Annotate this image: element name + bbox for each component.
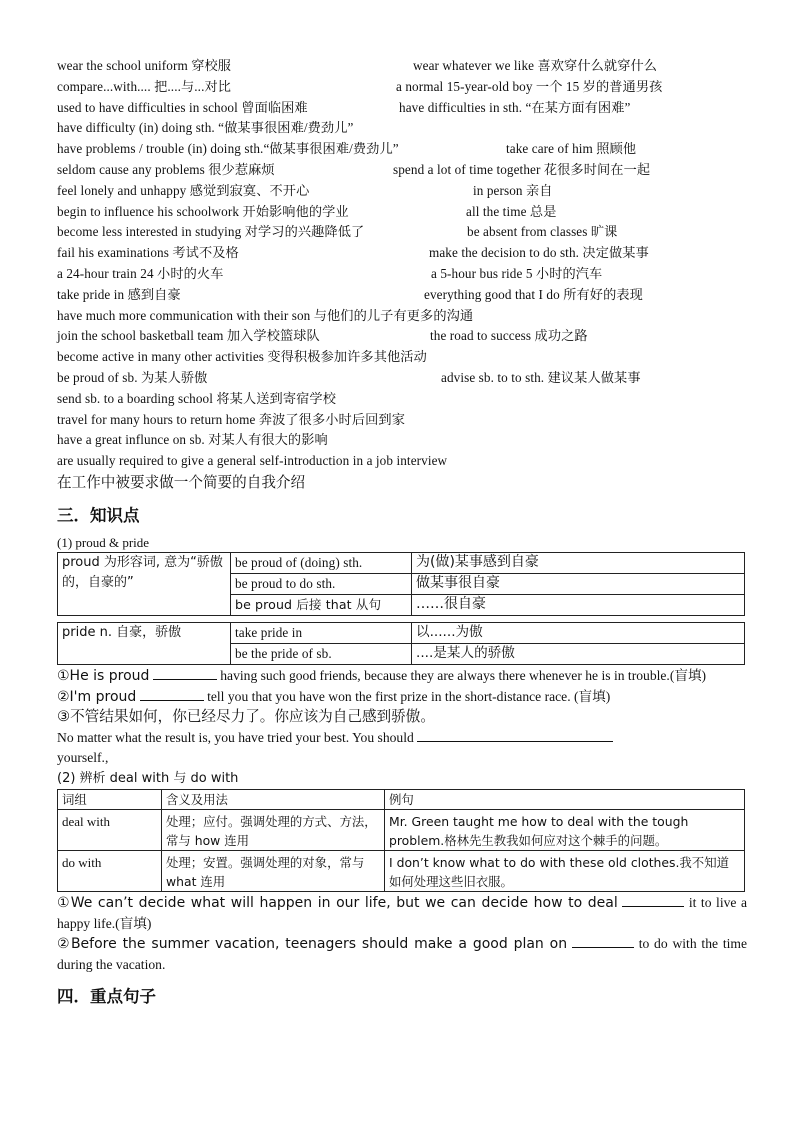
subsection-proud-pride: (1) proud & pride (57, 534, 150, 550)
proud-usage-3: be proud 后接 that 从句 (231, 594, 412, 615)
phrase-right: everything good that I do 所有好的表现 (424, 286, 643, 302)
phrase-left: take pride in 感到自豪 (57, 286, 181, 302)
phrase-right: wear whatever we like 喜欢穿什么就穿什么 (413, 58, 658, 73)
phrase-left: have difficulty (in) doing sth. “做某事很困难/费劲儿” (57, 120, 354, 136)
proud-definition: proud 为形容词, 意为“骄傲的，自豪的” (58, 552, 231, 615)
col-header-example: 例句 (385, 789, 745, 809)
phrase-left: fail his examinations 考试不及格 (57, 245, 239, 261)
phrase-list (57, 56, 747, 472)
phrase-left: seldom cause any problems 很少惹麻烦 (57, 161, 275, 177)
usage-deal-with: 处理；应付。强调处理的方式、方法，常与 how 连用 (162, 809, 385, 850)
pride-meaning-1: 以......为傲 (412, 622, 745, 643)
pride-definition: pride n. 自豪，骄傲 (58, 622, 231, 664)
phrase-row (57, 139, 747, 160)
exercise-proud-3: ③不管结果如何，你已经尽力了。你应该为自己感到骄傲。 (57, 708, 435, 726)
pride-meaning-2: ....是某人的骄傲 (412, 643, 745, 664)
proud-meaning-3: ……很自豪 (412, 594, 745, 615)
phrase-right: advise sb. to to sth. 建议某人做某事 (441, 369, 641, 385)
phrase-right: a 5-hour bus ride 5 小时的汽车 (431, 265, 603, 281)
exercise-proud-1: ①He is proud having such good friends, because they are always there whenever he is in trouble.(盲填) (57, 667, 707, 684)
phrase-row (57, 56, 747, 77)
phrase-right: be absent from classes 旷课 (467, 224, 618, 240)
example-deal-with: Mr. Green taught me how to deal with the tough problem.格林先生教我如何应对这个棘手的问题。 (385, 809, 745, 850)
phrase-left: a 24-hour train 24 小时的火车 (57, 265, 224, 281)
pride-table (57, 622, 745, 665)
phrase-row (57, 202, 747, 223)
proud-meaning-1: 为(做)某事感到自豪 (412, 552, 745, 573)
phrase-row (57, 451, 747, 472)
phrase-row (57, 222, 747, 243)
phrase-row (57, 347, 747, 368)
proud-usage-1: be proud of (doing) sth. (231, 552, 412, 573)
phrase-row (57, 181, 747, 202)
phrase-left: used to have difficulties in school 曾面临困难 (57, 99, 308, 115)
phrase-row (57, 326, 747, 347)
phrase-row (57, 306, 747, 327)
phrase-do-with: do with (58, 850, 162, 891)
phrase-row (57, 368, 747, 389)
phrase-right: spend a lot of time together 花很多时间在一起 (393, 161, 651, 177)
phrase-left: wear the school uniform 穿校服 (57, 58, 232, 73)
phrase-row (57, 243, 747, 264)
phrase-left: become active in many other activities 变得积极参加许多其他活动 (57, 349, 427, 365)
answer-blank[interactable] (417, 729, 613, 742)
phrase-left: be proud of sb. 为某人骄傲 (57, 369, 208, 385)
pride-usage-1: take pride in (231, 622, 412, 643)
phrase-right: have difficulties in sth. “在某方面有困难” (399, 99, 631, 115)
section-title-knowledge: 三．知识点 (57, 505, 140, 525)
phrase-left: travel for many hours to return home 奔波了很多小时后回到家 (57, 411, 405, 427)
exercise-proud-2: ②I'm proud tell you that you have won the first prize in the short-distance race. (盲填) (57, 688, 611, 705)
proud-table (57, 552, 745, 616)
phrase-row (57, 264, 747, 285)
exercise-proud-3-english: No matter what the result is, you have tried your best. You should yourself., (57, 728, 747, 769)
phrase-left: have a great influnce on sb. 对某人有很大的影响 (57, 432, 328, 448)
phrase-left: join the school basketball team 加入学校篮球队 (57, 328, 320, 344)
pride-usage-2: be the pride of sb. (231, 643, 412, 664)
phrase-left: compare...with.... 把....与...对比 (57, 78, 232, 94)
phrase-row (57, 160, 747, 181)
section-title-key-sentences: 四．重点句子 (57, 987, 156, 1007)
phrase-row (57, 118, 747, 139)
phrase-right: take care of him 照顾他 (506, 141, 637, 157)
phrase-left: begin to influence his schoolwork 开始影响他的学业 (57, 203, 349, 219)
col-header-usage: 含义及用法 (162, 789, 385, 809)
exercise-deal-2: ②Before the summer vacation, teenagers should make a good plan on to do with the time during the vacation. (57, 936, 747, 972)
phrase-left: become less interested in studying 对学习的兴趣降低了 (57, 224, 365, 240)
phrase-right: a normal 15-year-old boy 一个 15 岁的普通男孩 (396, 78, 663, 94)
phrase-row (57, 410, 747, 431)
phrase-row (57, 98, 747, 119)
phrase-left: have problems / trouble (in) doing sth.“做某事很困难/费劲儿” (57, 141, 399, 157)
usage-do-with: 处理；安置。强调处理的对象，常与 what 连用 (162, 850, 385, 891)
phrase-row (57, 77, 747, 98)
proud-meaning-2: 做某事很自豪 (412, 573, 745, 594)
phrase-left: have much more communication with their son 与他们的儿子有更多的沟通 (57, 307, 474, 323)
example-do-with: I don’t know what to do with these old clothes.我不知道如何处理这些旧衣服。 (385, 850, 745, 891)
answer-blank[interactable] (140, 688, 204, 701)
phrase-right: the road to success 成功之路 (430, 328, 588, 344)
phrase-row (57, 389, 747, 410)
answer-blank[interactable] (622, 894, 684, 907)
answer-blank[interactable] (153, 667, 217, 680)
subsection-deal-with: (2) 辨析 deal with 与 do with (57, 770, 239, 786)
col-header-phrase: 词组 (58, 789, 162, 809)
exercise-deal-1: ①We can’t decide what will happen in our life, but we can decide how to deal it to live a happy life.(盲填) (57, 894, 747, 931)
phrase-row (57, 430, 747, 451)
phrase-translation: 在工作中被要求做一个简要的自我介绍 (57, 473, 306, 491)
phrase-deal-with: deal with (58, 809, 162, 850)
phrase-right: make the decision to do sth. 决定做某事 (429, 245, 649, 261)
worksheet-page (57, 56, 747, 1013)
phrase-right: all the time 总是 (466, 203, 557, 219)
deal-with-table (57, 789, 745, 892)
answer-blank[interactable] (572, 935, 634, 948)
phrase-right: in person 亲自 (473, 182, 553, 198)
proud-usage-2: be proud to do sth. (231, 573, 412, 594)
phrase-left: feel lonely and unhappy 感觉到寂寞、不开心 (57, 182, 310, 198)
phrase-left: are usually required to give a general self-introduction in a job interview (57, 453, 448, 469)
phrase-row (57, 285, 747, 306)
phrase-left: send sb. to a boarding school 将某人送到寄宿学校 (57, 390, 336, 406)
